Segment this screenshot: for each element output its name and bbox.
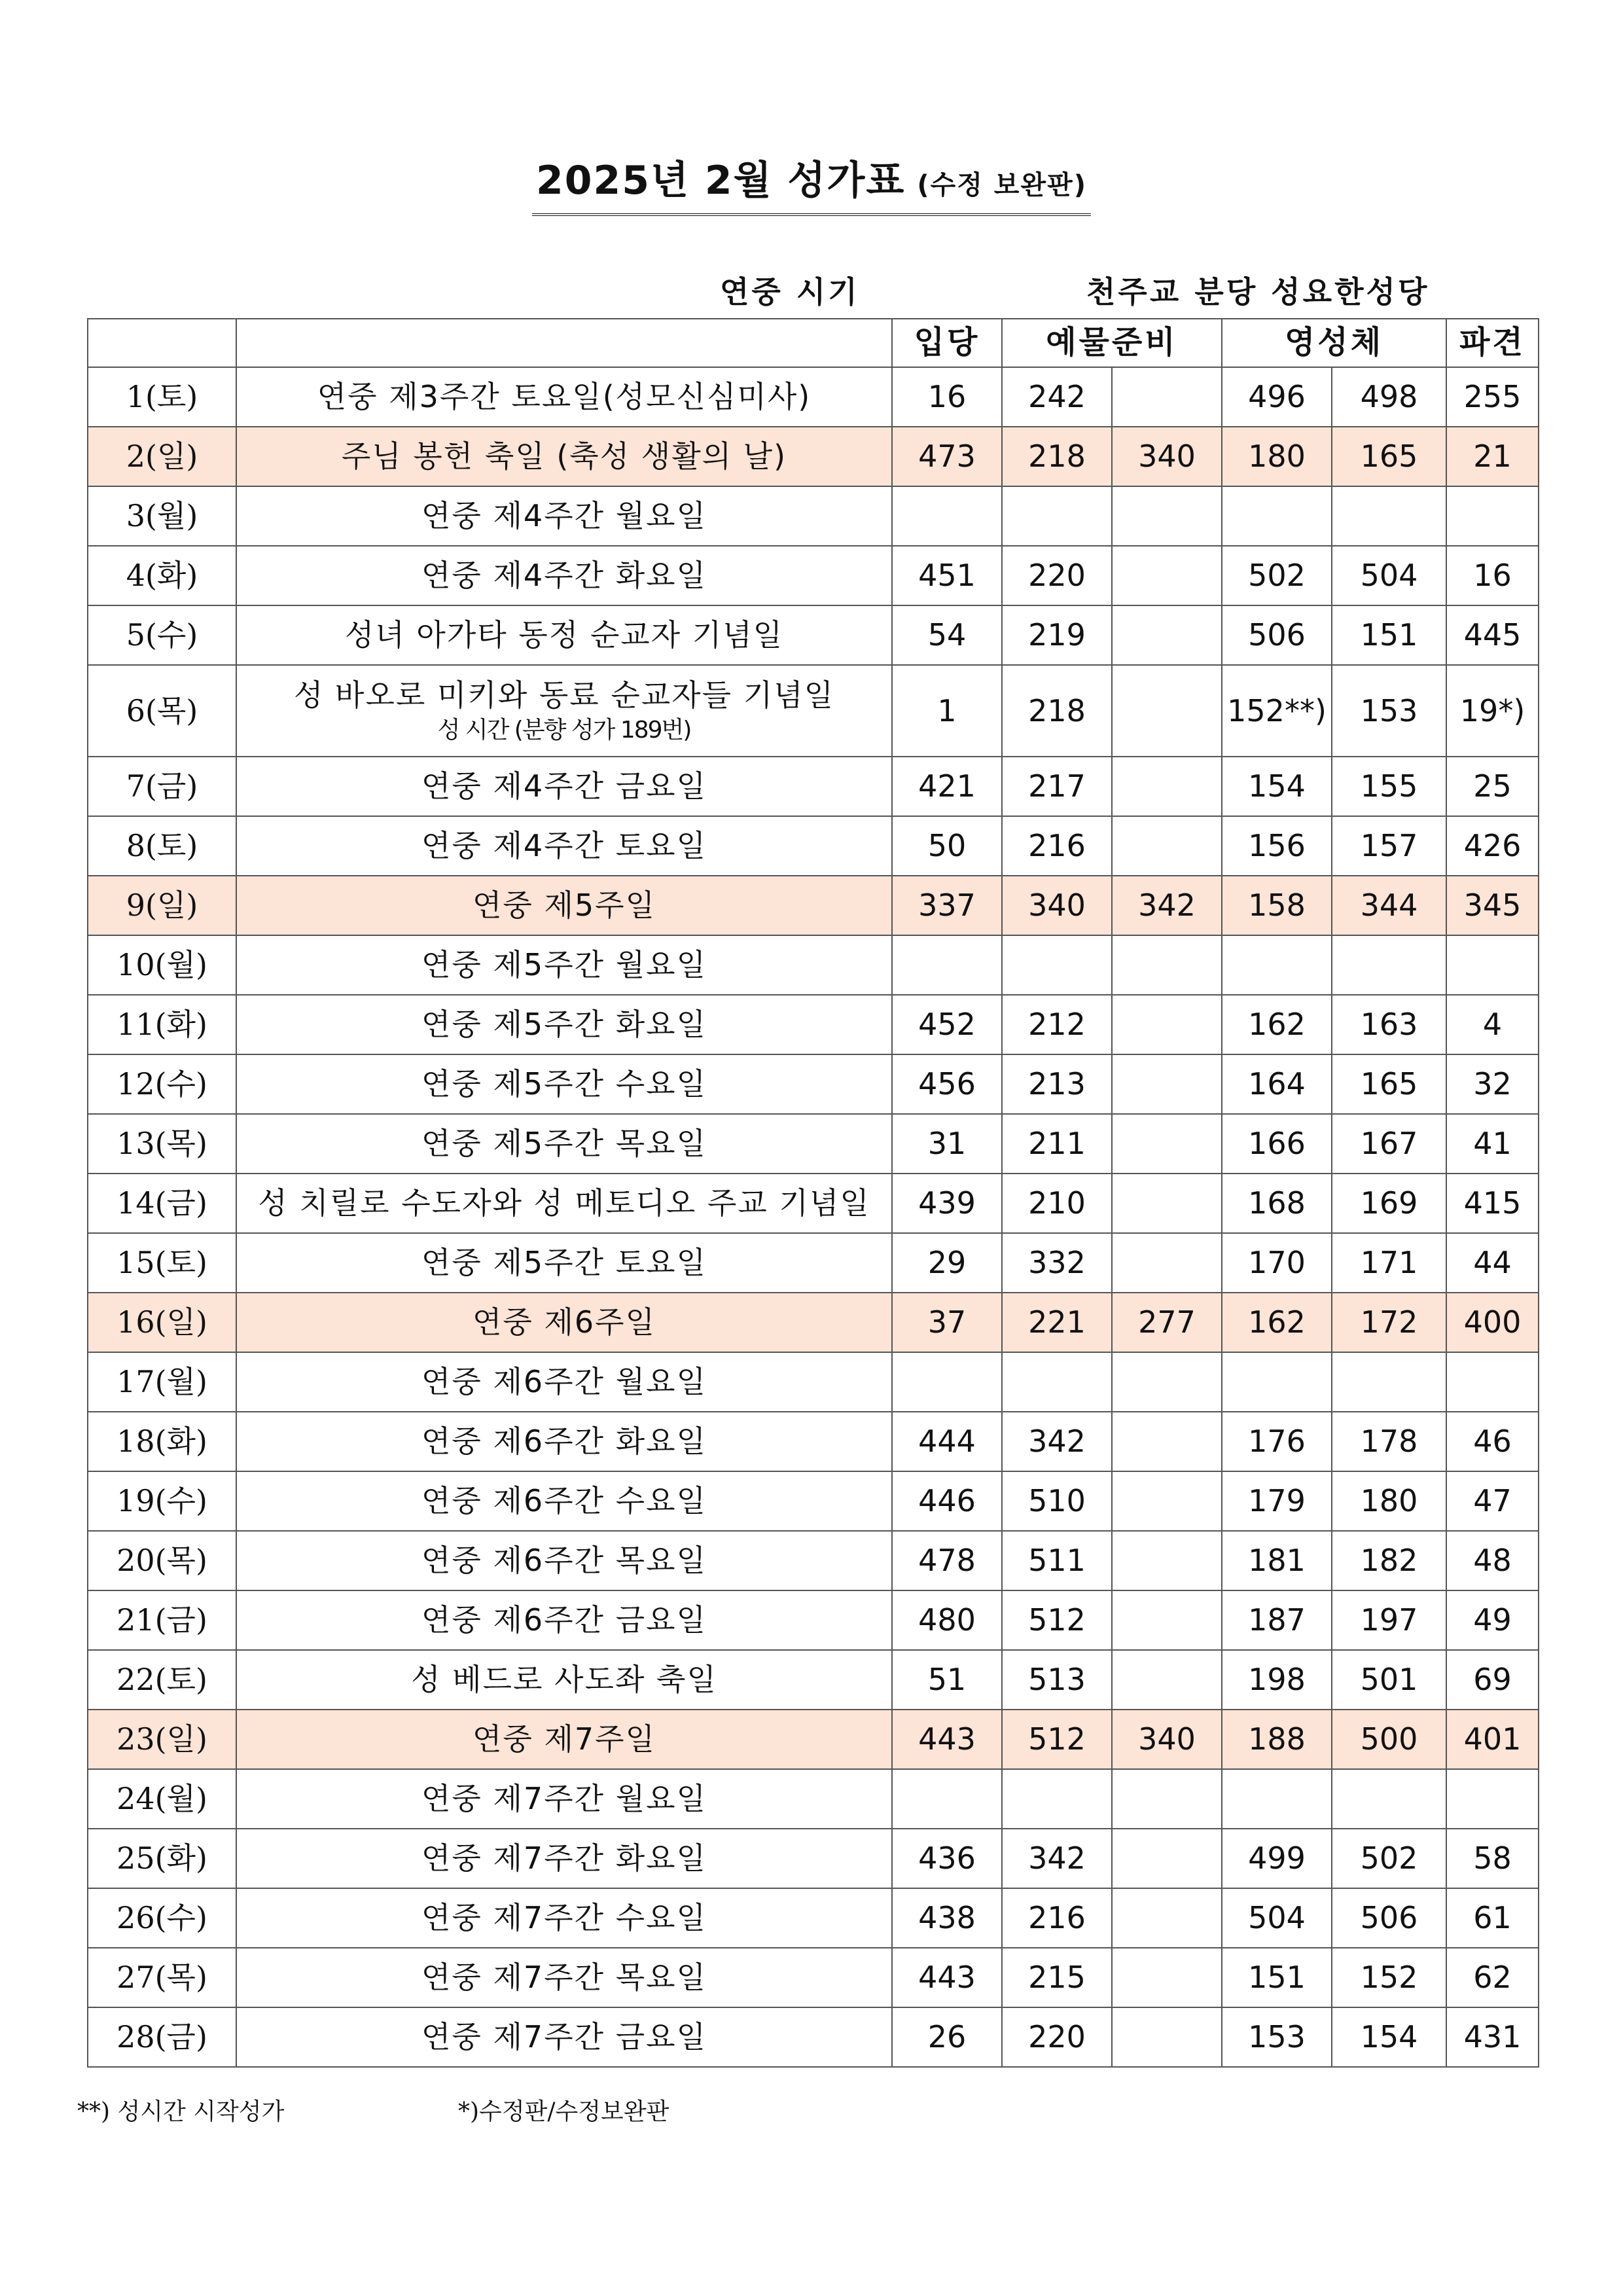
date-cell: 20(목) <box>88 1531 236 1590</box>
offertory-cell-2: 277 <box>1112 1293 1222 1352</box>
date-cell: 16(일) <box>88 1293 236 1352</box>
communion-cell-1: 162 <box>1222 1293 1332 1352</box>
entrance-cell: 16 <box>892 367 1002 427</box>
offertory-cell-2 <box>1112 1948 1222 2007</box>
offertory-cell-2 <box>1112 1054 1222 1114</box>
feast-cell <box>236 1054 892 1114</box>
offertory-cell-1 <box>1002 935 1112 995</box>
communion-cell-2: 182 <box>1332 1531 1446 1590</box>
dismissal-cell: 4 <box>1446 995 1539 1054</box>
communion-cell-2 <box>1332 935 1446 995</box>
entrance-cell: 456 <box>892 1054 1002 1114</box>
dismissal-cell: 48 <box>1446 1531 1539 1590</box>
offertory-cell-1: 212 <box>1002 995 1112 1054</box>
communion-cell-2: 157 <box>1332 816 1446 876</box>
feast-cell <box>236 1829 892 1888</box>
feast-name: 성녀 아가타 동정 순교자 기념일 <box>344 617 784 653</box>
header-communion: 영성체 <box>1222 319 1446 367</box>
feast-cell <box>236 1352 892 1412</box>
date-cell: 3(월) <box>88 486 236 546</box>
communion-cell-1: 164 <box>1222 1054 1332 1114</box>
offertory-cell-2 <box>1112 605 1222 665</box>
communion-cell-1: 180 <box>1222 427 1332 486</box>
offertory-cell-1 <box>1002 486 1112 546</box>
communion-cell-2: 152 <box>1332 1948 1446 2007</box>
date-cell: 19(수) <box>88 1471 236 1531</box>
offertory-cell-2 <box>1112 1233 1222 1293</box>
entrance-cell: 451 <box>892 546 1002 605</box>
entrance-cell: 443 <box>892 1948 1002 2007</box>
offertory-cell-1: 216 <box>1002 816 1112 876</box>
dismissal-cell <box>1446 1769 1539 1829</box>
table-row <box>88 1352 1539 1412</box>
entrance-cell: 29 <box>892 1233 1002 1293</box>
offertory-cell-2 <box>1112 2007 1222 2067</box>
communion-cell-2: 498 <box>1332 367 1446 427</box>
entrance-cell: 31 <box>892 1114 1002 1174</box>
communion-cell-1: 499 <box>1222 1829 1332 1888</box>
header-dismissal: 파견 <box>1446 319 1539 367</box>
communion-cell-2: 165 <box>1332 1054 1446 1114</box>
dismissal-cell: 47 <box>1446 1471 1539 1531</box>
communion-cell-2: 167 <box>1332 1114 1446 1174</box>
date-cell: 28(금) <box>88 2007 236 2067</box>
offertory-cell-2: 340 <box>1112 427 1222 486</box>
offertory-cell-1: 512 <box>1002 1590 1112 1650</box>
entrance-cell: 26 <box>892 2007 1002 2067</box>
communion-cell-1: 187 <box>1222 1590 1332 1650</box>
table-row <box>88 1590 1539 1650</box>
offertory-cell-1: 216 <box>1002 1888 1112 1948</box>
offertory-cell-2 <box>1112 935 1222 995</box>
communion-cell-1: 156 <box>1222 816 1332 876</box>
communion-cell-2: 500 <box>1332 1710 1446 1769</box>
table-row <box>88 1531 1539 1590</box>
communion-cell-2: 151 <box>1332 605 1446 665</box>
table-row <box>88 1471 1539 1531</box>
offertory-cell-2 <box>1112 757 1222 816</box>
header-entrance: 입당 <box>892 319 1002 367</box>
offertory-cell-2 <box>1112 1174 1222 1233</box>
date-cell: 25(화) <box>88 1829 236 1888</box>
feast-cell <box>236 1174 892 1233</box>
date-cell: 17(월) <box>88 1352 236 1412</box>
table-row <box>88 605 1539 665</box>
offertory-cell-2 <box>1112 1769 1222 1829</box>
offertory-cell-2 <box>1112 1352 1222 1412</box>
table-row <box>88 1293 1539 1352</box>
feast-cell <box>236 1888 892 1948</box>
feast-name: 연중 제7주간 월요일 <box>421 1781 707 1817</box>
feast-name: 연중 제7주간 금요일 <box>421 2019 707 2055</box>
table-row <box>88 546 1539 605</box>
dismissal-cell: 25 <box>1446 757 1539 816</box>
feast-name: 연중 제5주간 월요일 <box>421 947 707 983</box>
feast-cell <box>236 427 892 486</box>
offertory-cell-1: 220 <box>1002 2007 1112 2067</box>
entrance-cell: 51 <box>892 1650 1002 1710</box>
table-row <box>88 486 1539 546</box>
dismissal-cell: 21 <box>1446 427 1539 486</box>
entrance-cell: 478 <box>892 1531 1002 1590</box>
entrance-cell <box>892 1769 1002 1829</box>
feast-name: 연중 제5주간 화요일 <box>421 1007 707 1043</box>
offertory-cell-1: 211 <box>1002 1114 1112 1174</box>
feast-name: 연중 제5주간 수요일 <box>421 1066 707 1102</box>
offertory-cell-2 <box>1112 1829 1222 1888</box>
feast-cell <box>236 1650 892 1710</box>
offertory-cell-2 <box>1112 1412 1222 1471</box>
offertory-cell-1: 511 <box>1002 1531 1112 1590</box>
feast-cell <box>236 2007 892 2067</box>
entrance-cell: 452 <box>892 995 1002 1054</box>
dismissal-cell: 69 <box>1446 1650 1539 1710</box>
offertory-cell-2 <box>1112 816 1222 876</box>
dismissal-cell <box>1446 486 1539 546</box>
dismissal-cell: 61 <box>1446 1888 1539 1948</box>
communion-cell-2: 153 <box>1332 665 1446 757</box>
feast-cell <box>236 367 892 427</box>
offertory-cell-1: 510 <box>1002 1471 1112 1531</box>
offertory-cell-1: 217 <box>1002 757 1112 816</box>
entrance-cell: 436 <box>892 1829 1002 1888</box>
header-feast-cell <box>236 319 892 367</box>
date-cell: 11(화) <box>88 995 236 1054</box>
table-row <box>88 2007 1539 2067</box>
communion-cell-2: 506 <box>1332 1888 1446 1948</box>
header-offertory: 예물준비 <box>1002 319 1222 367</box>
table-row <box>88 1054 1539 1114</box>
parish-name: 천주교 분당 성요한성당 <box>1086 274 1430 310</box>
communion-cell-2: 165 <box>1332 427 1446 486</box>
feast-name: 연중 제6주간 금요일 <box>421 1602 707 1638</box>
table-row <box>88 816 1539 876</box>
communion-cell-2: 504 <box>1332 546 1446 605</box>
hymn-table <box>87 318 1539 2068</box>
date-cell: 9(일) <box>88 876 236 935</box>
communion-cell-1 <box>1222 935 1332 995</box>
communion-cell-2 <box>1332 1352 1446 1412</box>
offertory-cell-2 <box>1112 1531 1222 1590</box>
entrance-cell: 50 <box>892 816 1002 876</box>
title-block <box>532 149 1091 216</box>
entrance-cell: 443 <box>892 1710 1002 1769</box>
footnote-holy-hour: **) 성시간 시작성가 <box>77 2098 285 2125</box>
offertory-cell-2 <box>1112 665 1222 757</box>
communion-cell-2: 169 <box>1332 1174 1446 1233</box>
entrance-cell: 337 <box>892 876 1002 935</box>
communion-cell-1: 176 <box>1222 1412 1332 1471</box>
header-date-cell <box>88 319 236 367</box>
communion-cell-2: 502 <box>1332 1829 1446 1888</box>
communion-cell-2: 155 <box>1332 757 1446 816</box>
date-cell: 24(월) <box>88 1769 236 1829</box>
dismissal-cell <box>1446 1352 1539 1412</box>
title-main: 2025년 2월 성가표 <box>535 158 906 204</box>
entrance-cell: 444 <box>892 1412 1002 1471</box>
offertory-cell-1: 332 <box>1002 1233 1112 1293</box>
entrance-cell: 446 <box>892 1471 1002 1531</box>
offertory-cell-2 <box>1112 1590 1222 1650</box>
date-cell: 10(월) <box>88 935 236 995</box>
date-cell: 21(금) <box>88 1590 236 1650</box>
table-row <box>88 1233 1539 1293</box>
communion-cell-2: 501 <box>1332 1650 1446 1710</box>
feast-cell <box>236 665 892 757</box>
date-cell: 12(수) <box>88 1054 236 1114</box>
feast-cell <box>236 1531 892 1590</box>
dismissal-cell: 400 <box>1446 1293 1539 1352</box>
offertory-cell-1: 342 <box>1002 1412 1112 1471</box>
offertory-cell-2: 342 <box>1112 876 1222 935</box>
offertory-cell-1: 512 <box>1002 1710 1112 1769</box>
feast-cell <box>236 816 892 876</box>
feast-cell <box>236 1471 892 1531</box>
feast-cell <box>236 605 892 665</box>
entrance-cell <box>892 935 1002 995</box>
communion-cell-1 <box>1222 1769 1332 1829</box>
table-row <box>88 1888 1539 1948</box>
feast-cell <box>236 1412 892 1471</box>
offertory-cell-1: 218 <box>1002 665 1112 757</box>
communion-cell-1: 168 <box>1222 1174 1332 1233</box>
offertory-cell-1: 220 <box>1002 546 1112 605</box>
feast-cell <box>236 546 892 605</box>
offertory-cell-2 <box>1112 367 1222 427</box>
dismissal-cell: 431 <box>1446 2007 1539 2067</box>
communion-cell-1: 181 <box>1222 1531 1332 1590</box>
entrance-cell <box>892 1352 1002 1412</box>
feast-name: 성 베드로 사도좌 축일 <box>411 1662 717 1698</box>
communion-cell-1: 502 <box>1222 546 1332 605</box>
table-row <box>88 1650 1539 1710</box>
offertory-cell-2 <box>1112 546 1222 605</box>
entrance-cell <box>892 486 1002 546</box>
feast-cell <box>236 876 892 935</box>
offertory-cell-1: 218 <box>1002 427 1112 486</box>
table-row <box>88 427 1539 486</box>
entrance-cell: 54 <box>892 605 1002 665</box>
feast-name: 연중 제7주간 화요일 <box>421 1840 707 1876</box>
communion-cell-1 <box>1222 486 1332 546</box>
offertory-cell-2 <box>1112 1888 1222 1948</box>
dismissal-cell: 415 <box>1446 1174 1539 1233</box>
date-cell: 18(화) <box>88 1412 236 1471</box>
feast-cell <box>236 995 892 1054</box>
offertory-cell-2: 340 <box>1112 1710 1222 1769</box>
feast-name: 연중 제6주간 목요일 <box>421 1543 707 1579</box>
feast-name: 성 바오로 미키와 동료 순교자들 기념일 <box>293 677 835 713</box>
dismissal-cell: 19*) <box>1446 665 1539 757</box>
feast-name: 주님 봉헌 축일 (축성 생활의 날) <box>341 439 787 475</box>
communion-cell-1: 198 <box>1222 1650 1332 1710</box>
document-title <box>0 149 1623 216</box>
entrance-cell: 480 <box>892 1590 1002 1650</box>
feast-cell <box>236 1948 892 2007</box>
date-cell: 1(토) <box>88 367 236 427</box>
date-cell: 22(토) <box>88 1650 236 1710</box>
offertory-cell-2 <box>1112 1471 1222 1531</box>
communion-cell-2: 197 <box>1332 1590 1446 1650</box>
date-cell: 4(화) <box>88 546 236 605</box>
communion-cell-1: 151 <box>1222 1948 1332 2007</box>
feast-cell <box>236 486 892 546</box>
table-row <box>88 757 1539 816</box>
offertory-cell-1: 215 <box>1002 1948 1112 2007</box>
communion-cell-2 <box>1332 1769 1446 1829</box>
entrance-cell: 439 <box>892 1174 1002 1233</box>
communion-cell-2 <box>1332 486 1446 546</box>
table-row <box>88 367 1539 427</box>
dismissal-cell: 255 <box>1446 367 1539 427</box>
communion-cell-2: 172 <box>1332 1293 1446 1352</box>
date-cell: 13(목) <box>88 1114 236 1174</box>
feast-note: 성 시간 (분향 성가 189번) <box>437 716 691 744</box>
dismissal-cell: 49 <box>1446 1590 1539 1650</box>
dismissal-cell: 445 <box>1446 605 1539 665</box>
date-cell: 15(토) <box>88 1233 236 1293</box>
date-cell: 8(토) <box>88 816 236 876</box>
communion-cell-2: 154 <box>1332 2007 1446 2067</box>
communion-cell-1: 166 <box>1222 1114 1332 1174</box>
table-row <box>88 935 1539 995</box>
table-row <box>88 1710 1539 1769</box>
communion-cell-1: 152**) <box>1222 665 1332 757</box>
communion-cell-1: 158 <box>1222 876 1332 935</box>
communion-cell-1: 154 <box>1222 757 1332 816</box>
communion-cell-2: 180 <box>1332 1471 1446 1531</box>
dismissal-cell: 44 <box>1446 1233 1539 1293</box>
table-row <box>88 1948 1539 2007</box>
offertory-cell-1 <box>1002 1352 1112 1412</box>
feast-name: 연중 제4주간 화요일 <box>421 558 707 594</box>
feast-name: 연중 제6주간 화요일 <box>421 1424 707 1460</box>
date-cell: 26(수) <box>88 1888 236 1948</box>
communion-cell-1: 496 <box>1222 367 1332 427</box>
table-row <box>88 1174 1539 1233</box>
feast-cell <box>236 1590 892 1650</box>
offertory-cell-1: 513 <box>1002 1650 1112 1710</box>
feast-name: 연중 제6주일 <box>472 1304 656 1340</box>
communion-cell-2: 178 <box>1332 1412 1446 1471</box>
dismissal-cell: 16 <box>1446 546 1539 605</box>
table-row <box>88 1769 1539 1829</box>
dismissal-cell: 32 <box>1446 1054 1539 1114</box>
communion-cell-1: 179 <box>1222 1471 1332 1531</box>
footnote-revised: *)수정판/수정보완판 <box>458 2098 669 2125</box>
table-row <box>88 1114 1539 1174</box>
entrance-cell: 473 <box>892 427 1002 486</box>
header-row <box>88 319 1539 367</box>
offertory-cell-1: 219 <box>1002 605 1112 665</box>
communion-cell-1: 170 <box>1222 1233 1332 1293</box>
table-row <box>88 665 1539 757</box>
feast-name: 연중 제5주간 목요일 <box>421 1126 707 1162</box>
communion-cell-1 <box>1222 1352 1332 1412</box>
dismissal-cell: 41 <box>1446 1114 1539 1174</box>
communion-cell-1: 153 <box>1222 2007 1332 2067</box>
date-cell: 6(목) <box>88 665 236 757</box>
feast-name: 성 치릴로 수도자와 성 메토디오 주교 기념일 <box>258 1185 870 1221</box>
table-row <box>88 995 1539 1054</box>
feast-cell <box>236 1233 892 1293</box>
date-cell: 27(목) <box>88 1948 236 2007</box>
date-cell: 7(금) <box>88 757 236 816</box>
feast-name: 연중 제7주일 <box>472 1721 656 1757</box>
date-cell: 2(일) <box>88 427 236 486</box>
table-body <box>88 367 1539 2067</box>
communion-cell-1: 504 <box>1222 1888 1332 1948</box>
feast-name: 연중 제3주간 토요일(성모신심미사) <box>317 379 812 415</box>
dismissal-cell: 426 <box>1446 816 1539 876</box>
feast-name: 연중 제6주간 월요일 <box>421 1364 707 1400</box>
date-cell: 5(수) <box>88 605 236 665</box>
table-row <box>88 876 1539 935</box>
date-cell: 14(금) <box>88 1174 236 1233</box>
feast-cell <box>236 1114 892 1174</box>
offertory-cell-1: 210 <box>1002 1174 1112 1233</box>
entrance-cell: 37 <box>892 1293 1002 1352</box>
dismissal-cell: 401 <box>1446 1710 1539 1769</box>
entrance-cell: 1 <box>892 665 1002 757</box>
offertory-cell-1: 342 <box>1002 1829 1112 1888</box>
communion-cell-2: 163 <box>1332 995 1446 1054</box>
offertory-cell-2 <box>1112 1114 1222 1174</box>
offertory-cell-1 <box>1002 1769 1112 1829</box>
table-row <box>88 1829 1539 1888</box>
dismissal-cell: 62 <box>1446 1948 1539 2007</box>
offertory-cell-2 <box>1112 1650 1222 1710</box>
communion-cell-2: 344 <box>1332 876 1446 935</box>
feast-cell <box>236 1769 892 1829</box>
dismissal-cell: 345 <box>1446 876 1539 935</box>
feast-name: 연중 제4주간 토요일 <box>421 828 707 864</box>
feast-cell <box>236 935 892 995</box>
liturgical-season: 연중 시기 <box>720 274 860 310</box>
dismissal-cell: 46 <box>1446 1412 1539 1471</box>
dismissal-cell: 58 <box>1446 1829 1539 1888</box>
feast-cell <box>236 1293 892 1352</box>
feast-name: 연중 제5주간 토요일 <box>421 1245 707 1281</box>
offertory-cell-2 <box>1112 995 1222 1054</box>
dismissal-cell <box>1446 935 1539 995</box>
entrance-cell: 438 <box>892 1888 1002 1948</box>
offertory-cell-1: 242 <box>1002 367 1112 427</box>
communion-cell-2: 171 <box>1332 1233 1446 1293</box>
offertory-cell-1: 221 <box>1002 1293 1112 1352</box>
entrance-cell: 421 <box>892 757 1002 816</box>
date-cell: 23(일) <box>88 1710 236 1769</box>
feast-name: 연중 제7주간 목요일 <box>421 1960 707 1996</box>
offertory-cell-1: 340 <box>1002 876 1112 935</box>
feast-name: 연중 제7주간 수요일 <box>421 1900 707 1936</box>
feast-cell <box>236 757 892 816</box>
feast-cell <box>236 1710 892 1769</box>
title-sub: (수정 보완판) <box>917 170 1088 200</box>
feast-name: 연중 제4주간 월요일 <box>421 498 707 534</box>
communion-cell-1: 162 <box>1222 995 1332 1054</box>
communion-cell-1: 506 <box>1222 605 1332 665</box>
feast-name: 연중 제4주간 금요일 <box>421 768 707 804</box>
feast-name: 연중 제5주일 <box>472 888 656 924</box>
table-row <box>88 1412 1539 1471</box>
communion-cell-1: 188 <box>1222 1710 1332 1769</box>
offertory-cell-1: 213 <box>1002 1054 1112 1114</box>
offertory-cell-2 <box>1112 486 1222 546</box>
feast-name: 연중 제6주간 수요일 <box>421 1483 707 1519</box>
